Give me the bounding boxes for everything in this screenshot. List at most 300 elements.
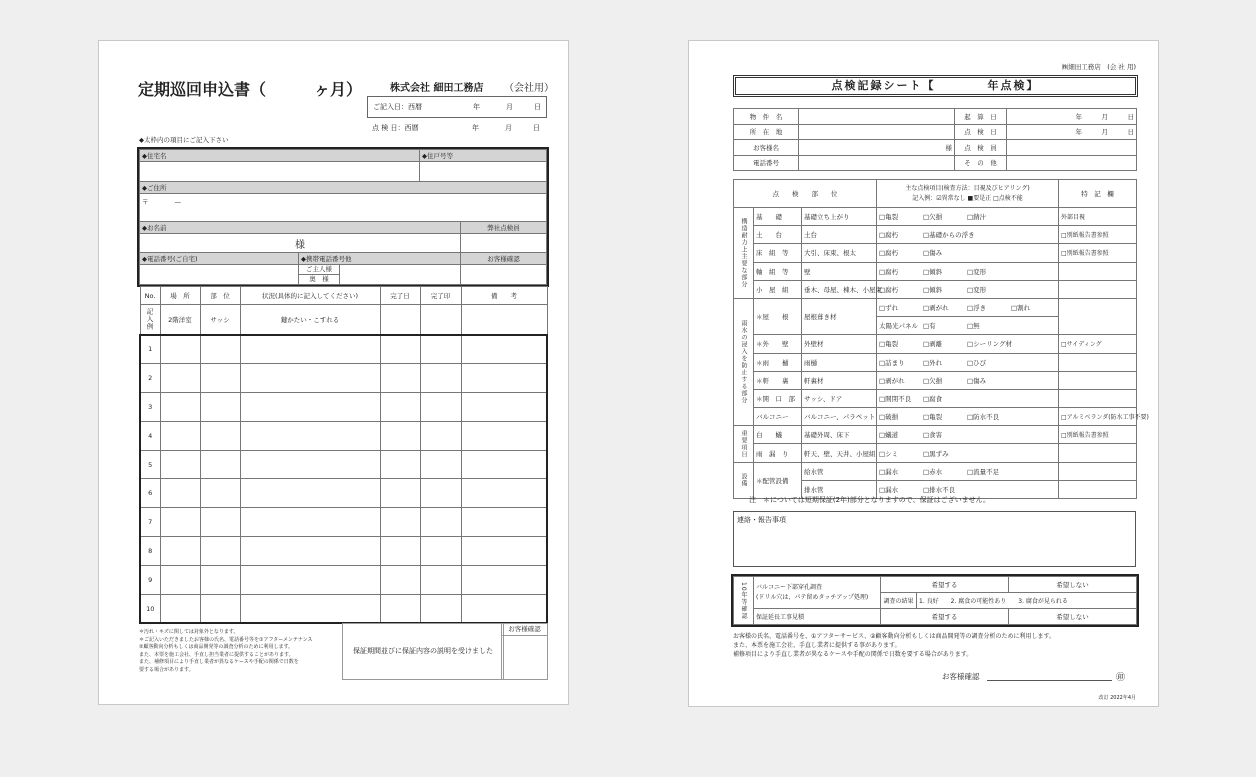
inspection-material: 基礎外周、床下 [802, 426, 877, 444]
unit-no-label: ◆住戸号等 [420, 150, 547, 162]
table-cell[interactable] [420, 363, 461, 392]
check-item[interactable]: □ひび [967, 358, 987, 367]
inspection-material: サッシ、ドア [802, 389, 877, 407]
inspection-row [734, 335, 1137, 353]
check-items[interactable] [877, 408, 1059, 426]
check-item[interactable]: □排水不良 [923, 485, 956, 494]
table-cell[interactable] [420, 479, 461, 508]
inspection-row [734, 262, 1137, 280]
year-label: 年 [473, 103, 480, 111]
info-value[interactable] [799, 124, 955, 140]
table-row [140, 363, 547, 392]
check-item[interactable]: □割れ [1011, 304, 1031, 313]
table-row [140, 537, 547, 566]
check-item[interactable]: □浮き [967, 304, 987, 313]
inspection-row [734, 298, 1137, 316]
inspection-material: 土台 [802, 226, 877, 244]
inspection-row [734, 444, 1137, 462]
column-header: 完了日 [380, 287, 420, 305]
customer-confirm-label: お客様確認 [461, 253, 547, 265]
example-row [140, 305, 547, 335]
special-note[interactable] [1059, 298, 1137, 334]
check-item[interactable]: □腐朽 [879, 267, 899, 276]
table-cell[interactable] [380, 508, 420, 537]
check-item[interactable]: □防水不良 [967, 413, 1000, 422]
inspection-material: 外壁材 [802, 335, 877, 353]
table-cell[interactable] [200, 479, 240, 508]
check-item[interactable]: □流量不足 [967, 467, 1000, 476]
inspection-material: 排水管 [802, 480, 877, 498]
check-item[interactable]: □剥がれ [923, 304, 949, 313]
check-item[interactable]: □詰まり [879, 358, 905, 367]
info-value[interactable]: 年 月 日 [1007, 124, 1137, 140]
check-items[interactable] [877, 462, 1059, 480]
application-form-page [98, 40, 569, 705]
row-number: 9 [140, 566, 160, 595]
table-cell[interactable] [200, 363, 240, 392]
footer-note-line: お客様の氏名、電話番号を、①アフターサービス、②顧客動向分析もしくは商品開発等の調査分析のために利用します。 [733, 633, 1056, 640]
check-items[interactable] [877, 226, 1059, 244]
header-items [877, 180, 1059, 208]
table-cell[interactable] [160, 421, 200, 450]
table-cell[interactable] [461, 335, 547, 364]
table-row [140, 335, 547, 364]
table-cell[interactable] [160, 392, 200, 421]
special-note[interactable] [1059, 480, 1137, 498]
table-cell[interactable] [380, 450, 420, 479]
table-cell[interactable] [200, 537, 240, 566]
table-row [140, 508, 547, 537]
table-cell[interactable] [160, 363, 200, 392]
table-cell[interactable] [200, 335, 240, 364]
check-item[interactable]: □傾斜 [923, 267, 943, 276]
check-item[interactable]: □シーリング材 [967, 340, 1013, 349]
inspection-part: 小 屋 組 [754, 280, 802, 298]
special-note[interactable]: □アルミベランダ(防水工事不要) [1059, 408, 1137, 426]
check-item[interactable]: □亀裂 [879, 340, 899, 349]
inspection-record-page [688, 40, 1159, 707]
example-cell [461, 305, 547, 335]
special-note[interactable]: 外部目視 [1059, 208, 1137, 226]
entry-date-label: ご記入日：西暦 [373, 103, 422, 111]
row-number: 5 [140, 450, 160, 479]
special-note[interactable]: □別紙報告書参照 [1059, 244, 1137, 262]
column-header: 状況(具体的に記入してください) [240, 287, 380, 305]
extension-not-want[interactable]: 希望しない [1009, 609, 1137, 625]
table-row [140, 566, 547, 595]
table-cell[interactable] [200, 392, 240, 421]
table-cell[interactable] [240, 335, 380, 364]
row-number: 6 [140, 479, 160, 508]
inspection-material: バルコニー、パラペット [802, 408, 877, 426]
table-cell[interactable] [240, 508, 380, 537]
note-line: ②顧客動向分析もしくは商品開発等の調査分析のために利用します。 [139, 644, 294, 650]
category-label: 構造耐力上主要な部分 [734, 208, 754, 299]
table-cell[interactable] [240, 537, 380, 566]
table-cell[interactable] [420, 392, 461, 421]
check-item[interactable]: □亀裂 [879, 213, 899, 222]
check-item[interactable]: □無 [967, 322, 980, 331]
balcony-survey-label: バルコニー下部穿孔調査 [756, 583, 823, 591]
table-cell[interactable] [461, 508, 547, 537]
inspection-material: 給水管 [802, 462, 877, 480]
inspection-part: 軸 組 等 [754, 262, 802, 280]
customer-confirm-label: お客様確認 [942, 672, 980, 681]
table-row [140, 392, 547, 421]
notes [139, 629, 313, 674]
table-cell[interactable] [160, 566, 200, 595]
inspection-row [734, 280, 1137, 298]
seal-mark: ㊞ [1116, 673, 1126, 683]
inspection-part: ＊軒 裏 [754, 371, 802, 389]
mobile-field[interactable] [340, 265, 461, 285]
signature-line[interactable] [987, 680, 1112, 681]
info-label: 起 算 日 [955, 109, 1007, 125]
check-items[interactable] [877, 335, 1059, 353]
name-field[interactable]: 様 [140, 234, 461, 253]
check-item[interactable]: □欠損 [923, 213, 943, 222]
inspection-part: ＊配管設備 [754, 462, 802, 498]
info-label: 所 在 地 [734, 124, 799, 140]
note-line: ＊汚れ・キズに関しては対象外となります。 [139, 629, 239, 635]
table-cell[interactable] [240, 595, 380, 624]
table-cell[interactable] [240, 363, 380, 392]
address-field[interactable]: 〒 — [140, 194, 547, 222]
table-cell[interactable] [200, 595, 240, 624]
special-note[interactable] [1059, 389, 1137, 407]
check-item[interactable]: □傷み [967, 376, 987, 385]
check-item[interactable]: □漏水 [879, 467, 899, 476]
inspector-label: 弊社点検員 [461, 222, 547, 234]
footer-note-line: 補修項目により手直し業者が異なるケースや手配の関係で日数を要する場合があります。 [733, 651, 973, 658]
table-cell[interactable] [200, 421, 240, 450]
table-cell[interactable] [380, 392, 420, 421]
check-item[interactable]: □剥離 [923, 340, 943, 349]
inspection-part: 土 台 [754, 226, 802, 244]
inspection-part: 床 組 等 [754, 244, 802, 262]
check-item[interactable]: □腐朽 [879, 285, 899, 294]
home-phone-field[interactable] [140, 265, 299, 285]
table-row [140, 479, 547, 508]
row-number: 10 [140, 595, 160, 624]
unit-no-field[interactable] [420, 162, 547, 182]
table-cell[interactable] [200, 566, 240, 595]
table-cell[interactable] [240, 566, 380, 595]
name-label: ◆お名前 [140, 222, 461, 234]
check-item[interactable]: 太陽光パネル [879, 322, 919, 331]
table-cell[interactable] [461, 363, 547, 392]
table-header [140, 287, 547, 305]
check-item[interactable]: □剥がれ [879, 376, 905, 385]
row-number: 4 [140, 421, 160, 450]
revision-date: 改訂 2022年4月 [1098, 695, 1136, 701]
table-cell[interactable] [420, 508, 461, 537]
check-item[interactable]: □腐朽 [879, 231, 899, 240]
check-item[interactable]: □基礎からの浮き [923, 231, 975, 240]
table-cell[interactable] [240, 479, 380, 508]
privacy-notes [733, 632, 1055, 659]
ten-year-table [733, 576, 1137, 625]
table-cell[interactable] [461, 566, 547, 595]
check-item[interactable]: □錆汁 [967, 213, 987, 222]
check-items[interactable] [877, 280, 1059, 298]
report-label: 連絡・報告事項 [737, 516, 786, 524]
table-cell[interactable] [380, 479, 420, 508]
table-cell[interactable] [461, 421, 547, 450]
footnote: 注 ＊については短期保証(2年)部分となりますので、保証はございません。 [749, 496, 991, 504]
table-cell[interactable] [160, 450, 200, 479]
special-note[interactable] [1059, 353, 1137, 371]
check-items[interactable] [877, 244, 1059, 262]
row-number: 3 [140, 392, 160, 421]
example-cell: 鍵かたい・こすれる [240, 305, 380, 335]
column-header: 部 位 [200, 287, 240, 305]
check-item[interactable]: □ずれ [879, 304, 899, 313]
note-line: ＊ご記入いただきましたお客様の氏名、電話番号等を①アフターメンテナンス [139, 636, 313, 643]
year-label: 年 [472, 124, 479, 132]
husband-label: ご主人様 [299, 265, 339, 275]
row-number: 7 [140, 508, 160, 537]
check-item[interactable]: □有 [923, 322, 936, 331]
check-item[interactable]: □腐食 [923, 394, 943, 403]
note-line: また、本票を施工会社、手直し担当業者に提供することがあります。 [139, 651, 294, 658]
table-cell[interactable] [461, 537, 547, 566]
note-line: 要する場合があります。 [139, 666, 194, 673]
warranty-confirmation: 保証期間並びに保証内容の説明を受けました [342, 623, 504, 680]
property-info-table [733, 108, 1137, 171]
table-cell[interactable] [160, 479, 200, 508]
table-cell[interactable] [461, 450, 547, 479]
inspection-row [734, 371, 1137, 389]
row-number: 2 [140, 363, 160, 392]
table-cell[interactable] [160, 508, 200, 537]
special-note[interactable] [1059, 262, 1137, 280]
footer-note-line: また、本票を施工会社、手直し業者に提供する事があります。 [733, 642, 901, 649]
inspection-material: 壁 [802, 262, 877, 280]
column-header: No. [140, 287, 160, 305]
check-items[interactable] [877, 298, 1059, 316]
example-cell [380, 305, 420, 335]
inspection-material: 大引、床束、根太 [802, 244, 877, 262]
special-note[interactable] [1059, 371, 1137, 389]
special-note[interactable] [1059, 462, 1137, 480]
info-value[interactable]: 様 [799, 140, 955, 156]
table-cell[interactable] [461, 392, 547, 421]
balcony-survey [754, 577, 881, 609]
check-item[interactable]: □変形 [967, 285, 987, 294]
example-cell [420, 305, 461, 335]
info-label: 点 検 日 [955, 124, 1007, 140]
table-row [140, 421, 547, 450]
result-label: 調査の結果 [881, 593, 917, 609]
table-cell[interactable] [160, 335, 200, 364]
check-item[interactable]: □食害 [923, 431, 943, 440]
info-value[interactable] [1007, 140, 1137, 156]
row-number: 8 [140, 537, 160, 566]
info-value[interactable]: 年 月 日 [1007, 109, 1137, 125]
home-phone-label: ◆電話番号(ご自宅) [140, 253, 299, 265]
check-item[interactable]: □傾斜 [923, 285, 943, 294]
inspection-part: ＊屋 根 [754, 298, 802, 334]
table-cell[interactable] [420, 566, 461, 595]
column-header: 完了印 [420, 287, 461, 305]
inspection-table [733, 179, 1149, 499]
check-item[interactable]: □腐朽 [879, 249, 899, 258]
check-item[interactable]: □シミ [879, 449, 899, 458]
category-label: 設備 [734, 462, 754, 498]
drill-note: (ドリル穴は、パテ留めタッチアップ処理) [756, 593, 869, 601]
inspection-row [734, 353, 1137, 371]
table-cell[interactable] [240, 392, 380, 421]
column-header: 備 考 [461, 287, 547, 305]
inspection-row [734, 226, 1137, 244]
special-note[interactable]: □別紙報告書参照 [1059, 426, 1137, 444]
check-item[interactable]: □傷み [923, 249, 943, 258]
inspection-part: 白 蟻 [754, 426, 802, 444]
inspection-row [734, 408, 1137, 426]
info-value[interactable] [1007, 155, 1137, 171]
customer-info-table [139, 149, 547, 285]
inspection-row [734, 426, 1137, 444]
check-item[interactable]: □亀裂 [923, 413, 943, 422]
day-label: 日 [534, 103, 541, 111]
row-number: 1 [140, 335, 160, 364]
check-items[interactable] [877, 317, 1059, 335]
table-cell[interactable] [420, 537, 461, 566]
check-item[interactable]: □赤水 [923, 467, 943, 476]
inspection-part: 基 礎 [754, 208, 802, 226]
table-cell[interactable] [200, 508, 240, 537]
info-label: 電話番号 [734, 155, 799, 171]
inspection-part: ＊雨 樋 [754, 353, 802, 371]
check-items[interactable] [877, 426, 1059, 444]
extension-label: 保証延長工事見積 [754, 609, 881, 625]
table-cell[interactable] [420, 421, 461, 450]
inspection-row [734, 208, 1137, 226]
inspection-material: 軒裏材 [802, 371, 877, 389]
inspection-material: 屋根葺き材 [802, 298, 877, 334]
column-header: 場 所 [160, 287, 200, 305]
check-items[interactable] [877, 208, 1059, 226]
table-cell[interactable] [160, 595, 200, 624]
check-items[interactable] [877, 444, 1059, 462]
inspection-row [734, 462, 1137, 480]
table-cell[interactable] [200, 450, 240, 479]
category-label: 重要項目 [734, 426, 754, 462]
check-items[interactable] [877, 371, 1059, 389]
inspection-part: ＊開 口 部 [754, 389, 802, 407]
result-options[interactable]: 1. 良好 2. 腐食の可能性あり 3. 腐食が見られる [917, 593, 1137, 609]
mobile-label: ◆携帯電話番号他 [299, 253, 461, 265]
entry-date-box[interactable] [367, 96, 547, 118]
example-cell: サッシ [200, 305, 240, 335]
check-item[interactable]: □欠損 [923, 376, 943, 385]
inspection-row [734, 244, 1137, 262]
warranty-confirm-box[interactable] [501, 623, 548, 680]
check-item[interactable]: □変形 [967, 267, 987, 276]
inspection-part: 雨 漏 り [754, 444, 802, 462]
extension-want[interactable]: 希望する [881, 609, 1009, 625]
table-cell[interactable] [380, 363, 420, 392]
inspection-material: 基礎立ち上がり [802, 208, 877, 226]
info-row [734, 124, 1137, 140]
company-name: 株式会社 細田工務店 [390, 83, 484, 94]
info-label: お客様名 [734, 140, 799, 156]
table-cell[interactable] [380, 566, 420, 595]
info-label: 物 件 名 [734, 109, 799, 125]
special-note[interactable] [1059, 280, 1137, 298]
note-line: また、補修項目により手直し業者が異なるケースや手配の関係で日数を [139, 659, 299, 665]
header-part: 点 検 部 位 [734, 180, 877, 208]
table-cell[interactable] [240, 450, 380, 479]
special-note[interactable] [1059, 444, 1137, 462]
check-item[interactable]: □破損 [879, 413, 899, 422]
inspection-part: バルコニー [754, 408, 802, 426]
check-items[interactable] [877, 353, 1059, 371]
table-cell[interactable] [380, 595, 420, 624]
inspection-part: ＊外 壁 [754, 335, 802, 353]
info-value[interactable] [799, 109, 955, 125]
items-title: 主な点検項目(検査方法：目視及びヒアリング) [905, 184, 1030, 192]
record-title: 点検記録シート【 年点検】 [733, 75, 1138, 97]
table-cell[interactable] [160, 537, 200, 566]
info-row [734, 155, 1137, 171]
check-item[interactable]: □開閉不良 [879, 394, 912, 403]
report-box[interactable] [733, 511, 1136, 567]
table-cell[interactable] [380, 421, 420, 450]
confirm-label: お客様確認 [502, 624, 547, 636]
table-cell[interactable] [420, 335, 461, 364]
table-cell[interactable] [380, 537, 420, 566]
table-cell[interactable] [461, 479, 547, 508]
special-note[interactable]: □サイディング [1059, 335, 1137, 353]
check-item[interactable]: □蟻道 [879, 431, 899, 440]
survey-want[interactable]: 希望する [881, 577, 1009, 593]
info-row [734, 140, 1137, 156]
check-items[interactable] [877, 262, 1059, 280]
inspection-row [734, 389, 1137, 407]
info-row [734, 109, 1137, 125]
residence-name-label: ◆住宅名 [140, 150, 420, 162]
inspector-field[interactable] [461, 234, 547, 253]
customer-confirm-field[interactable] [461, 265, 547, 285]
table-cell[interactable] [420, 595, 461, 624]
inspection-material: 軒天、壁、天井、小屋組 [802, 444, 877, 462]
residence-name-field[interactable] [140, 162, 420, 182]
check-item[interactable]: □外れ [923, 358, 943, 367]
survey-not-want[interactable]: 希望しない [1009, 577, 1137, 593]
table-cell[interactable] [380, 335, 420, 364]
inspection-date [367, 123, 545, 133]
inspection-date-label: 点 検 日：西暦 [372, 124, 419, 132]
table-row [140, 450, 547, 479]
check-item[interactable]: □漏水 [879, 485, 899, 494]
check-item[interactable]: □黒ずみ [923, 449, 949, 458]
table-row [140, 595, 547, 624]
mobile-owner [299, 265, 340, 285]
ten-year-label: 10年等確認 [734, 577, 754, 625]
table-cell[interactable] [420, 450, 461, 479]
info-value[interactable] [799, 155, 955, 171]
info-label: 点 検 員 [955, 140, 1007, 156]
table-cell[interactable] [240, 421, 380, 450]
company-use: （会社用） [504, 83, 554, 94]
table-cell[interactable] [461, 595, 547, 624]
company-name: ㈱細田工務店 (会 社 用) [1061, 63, 1136, 71]
month-label: 月 [505, 124, 512, 132]
special-note[interactable]: □別紙報告書参照 [1059, 226, 1137, 244]
check-items[interactable] [877, 389, 1059, 407]
